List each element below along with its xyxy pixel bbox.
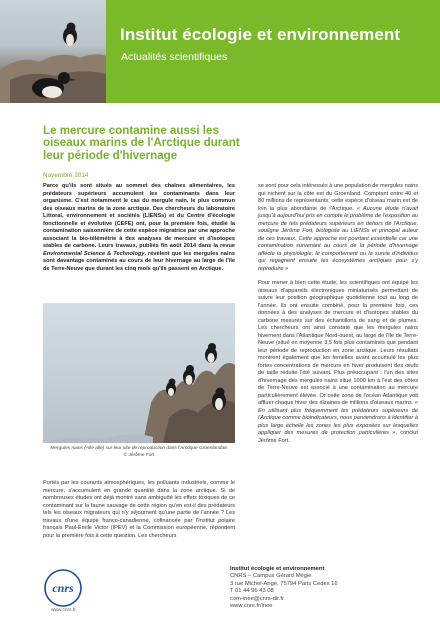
section-subtitle: Actualités scientifiques [121, 51, 228, 63]
puffin-illustration [0, 0, 106, 103]
article-title: Le mercure contamine aussi les oiseaux marins de l'Arctique durant leur période d'hivernage [43, 124, 240, 162]
cnrs-logo-icon [43, 568, 83, 608]
footer-phone: T 01 44 96 43 08 [230, 588, 274, 595]
article-date: Novembre 2014 [43, 172, 89, 179]
footer-website[interactable]: www.cnrs.fr/inee [230, 603, 273, 610]
puffin-photo-header [0, 0, 106, 103]
paragraph-1-text: se sont pour cela intéressés à une population de mergules nains qui nichent sur la côte est du Groenland. Comptant entre 40 et 80 millions de représentants, cette espèce d'oiseau marin est de loin la plus abondante de l'Arctique. [258, 183, 418, 212]
footer-org: Institut écologie et environnement [230, 566, 325, 572]
institute-title: Institut écologie et environnement [120, 25, 401, 44]
paragraph-2-text: Pour mener à bien cette étude, les scientifiques ont équipé les oiseaux d'appareils électroniques miniaturisés permettant de suivre leur position géographique quotidienne tout au long de l'année. Ils ont ensuite combiné, pour la première fois, ces données à des analyses de mercure et d'isotopes stables du carbone mesurés sur des échantillons de sang et de plumes. Les chercheurs ont ainsi constaté que les mergules nains hivernent dans l'Atlantique Nord-ouest, au large de l'île de Terre-Neuve (situé en moyenne 3,5 fois plus contaminés que pendant leur période de reproduction en zone arctique. Leurs résultats montrent également que les femelles avant accumulé les plus fortes concentrations de mercure en hiver produisent des œufs de taille réduite l'été suivant. Plus préoccupant : l'un des sites d'hivernage des mergules nains situé 1000 km à l'est des côtes de Terre-Neuve est associé à une contamination au mercure particulièrement élevée. Or cette zone de l'océan Atlantique voit affluer chaque hiver des dizaines de millions d'oiseaux marins. [258, 280, 418, 406]
paragraph-2 [258, 280, 418, 445]
right-column-body [258, 183, 418, 452]
photo-credit: © Jérôme Fort [123, 452, 155, 458]
footer-contact [230, 566, 338, 610]
footer-email[interactable]: com-inee@cnrs-dir.fr [230, 595, 284, 602]
puffins-photo [43, 303, 235, 443]
left-column-body: Portés par les courants atmosphériques, les polluants industriels, comme le mercure, s'accumulent en grande quantité dans la zone arctique. Si de nombreuses études ont déjà montré sans ambiguïté les effets toxiques de ce contaminant sur la faune sauvage de cette région qu'en est-il des prédateurs tels les oiseaux migrateurs qui n'y séjournent qu'une partie de l'année ? Les travaux d'une équipe franco-canadienne, cofinancée par l'Institut polaire français Paul-Émile Victor (IPEV) et la Commission européenne, répondent pour la première fois à cette question. Les chercheurs [43, 480, 235, 539]
quote-2: « En utilisant plus fréquemment les prédateurs supérieurs de l'Arctique comme bioindicateurs, nous parviendrons à identifier à plus large échelle les zones les plus exposées sur lesquelles appliquer des mesures de protection particulières » [258, 400, 418, 436]
footer-address-line: 3 rue Michel-Ange, 75794 Paris Cedex 16 [230, 580, 338, 587]
footer-address-line: CNRS – Campus Gérard Mégie [230, 573, 312, 580]
cnrs-logo-text: cnrs [52, 581, 74, 595]
journal-name: Environmental Science & Technology [43, 250, 145, 257]
header-banner [0, 0, 440, 103]
paragraph-2-end: , conclut Jérôme Fort. [258, 430, 418, 444]
cnrs-url[interactable]: www.cnrs.fr [51, 608, 76, 613]
photo-caption [43, 446, 235, 459]
puffins-illustration [43, 303, 235, 443]
lead-text-end: , révèlent que les mergules nains sont davantage contaminés au cours de leur hivernage au large de l'île de Terre-Neuve que durant les cinq mois qu'ils passent en Arctique. [43, 250, 235, 272]
article-lead [43, 183, 235, 273]
lead-text: Parce qu'ils sont situés au sommet des chaînes alimentaires, les prédateurs supérieurs accumulent les contaminants dans leur organisme. C'est notamment le cas du mergule nain, le plus commun des oiseaux marins de la zone arctique. Des chercheurs du laboratoire Littoral, environnement et sociétés (LIENSs) et du Centre d'écologie fonctionnelle et évolutive (CEFE) ont, pour la première fois, étudié la contamination saisonnière de cette espèce migratrice par une approche associant la bio-télémétrie à des analyses de mercure et d'isotopes stables de carbone. Leurs travaux, publiés fin août 2014 dans la revue [43, 183, 235, 249]
quote-1: « Aucune étude n'avait jusqu'à aujourd'hui pris en compte le problème de l'exposition au mercure de tels prédateurs supérieurs en dehors de l'Arctique, souligne Jérôme Fort, biologiste au LIENSs et principal auteur de ces travaux. Cette approche est pourtant essentielle car une contamination survenant au cours de la période d'hivernage affecte la physiologie, le comportement ou la survie d'individus qui regagnent ensuite les écosystèmes arctiques pour s'y reproduire » [258, 205, 418, 272]
cnrs-logo[interactable] [43, 568, 83, 613]
paragraph-1 [258, 183, 418, 273]
caption-text: Mergules nains (Alle alle) sur leur site de reproduction dans l'Arctique Groenlandais [50, 446, 228, 451]
